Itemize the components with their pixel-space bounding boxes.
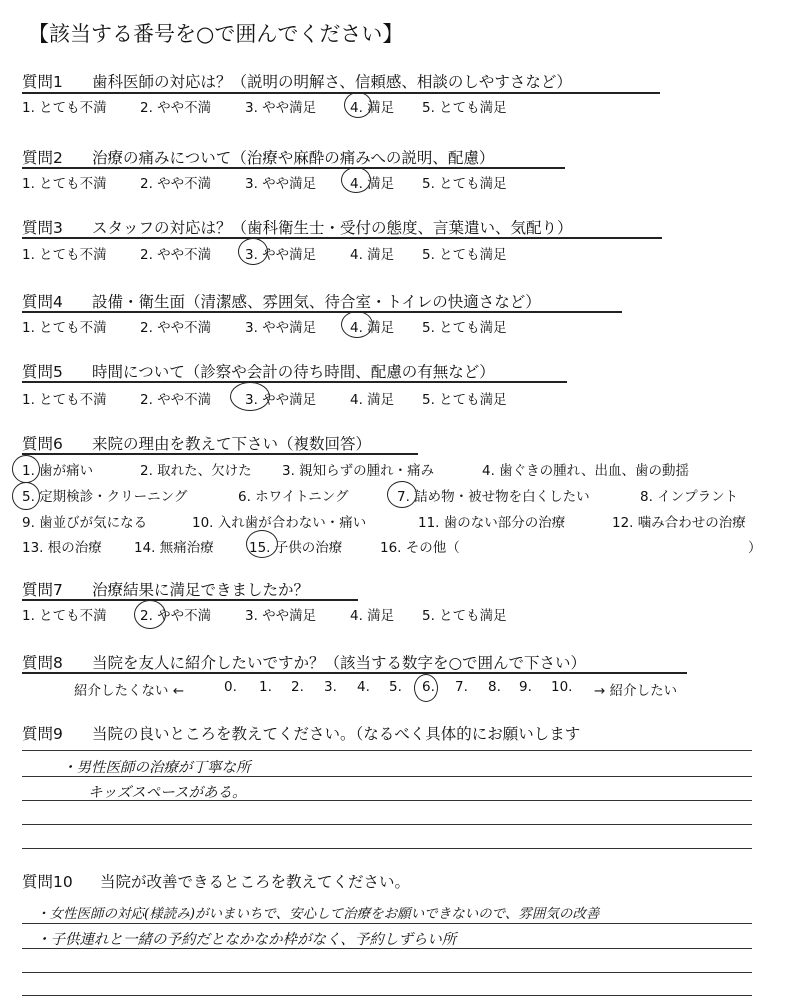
q2-underline (22, 167, 565, 169)
q6-reason13[interactable]: 13. 根の治療 (22, 540, 102, 556)
q1-opt2[interactable]: 2. やや不満 (140, 100, 212, 116)
q7-opt3[interactable]: 3. やや満足 (245, 608, 317, 624)
q8-text: 当院を友人に紹介したいですか？（該当する数字を○で囲んで下さい） (92, 654, 587, 672)
q1-answer-circle (344, 92, 372, 118)
q9-text: 当院の良いところを教えてください。（なるべく具体的にお願いします (92, 725, 581, 743)
q4-underline (22, 311, 622, 313)
q6-reason1[interactable]: 1. 歯が痛い (22, 463, 94, 479)
q8-label: 質問8 (22, 654, 63, 672)
q4-label: 質問4 (22, 293, 63, 311)
q2-text: 治療の痛みについて（治療や麻酔の痛みへの説明、配慮） (92, 149, 495, 167)
q4-answer-circle (341, 311, 373, 338)
q5-opt3[interactable]: 3. やや満足 (245, 392, 317, 408)
q8-scale-5[interactable]: 5. (389, 679, 402, 695)
q1-text: 歯科医師の対応は？（説明の明解さ、信頼感、相談のしやすさなど） (92, 73, 572, 91)
q6-circle-1 (12, 455, 40, 483)
q10-answer-2[interactable]: ・子供連れと一緒の予約だとなかなか枠がなく、予約しずらい所 (36, 932, 457, 948)
q5-text: 時間について（診察や会計の待ち時間、配慮の有無など） (92, 363, 495, 381)
q9-line-1 (22, 750, 752, 751)
q3-label: 質問3 (22, 219, 63, 237)
q9-answer-2[interactable]: キッズスペースがある。 (88, 785, 247, 801)
q2-label: 質問2 (22, 149, 63, 167)
q8-scale-9[interactable]: 9. (519, 679, 532, 695)
q9-line-4 (22, 824, 752, 825)
q9-label: 質問9 (22, 725, 63, 743)
q6-reason16[interactable]: 16. その他（ (380, 540, 460, 556)
q1-opt4[interactable]: 4. 満足 (350, 100, 395, 116)
q6-reason12[interactable]: 12. 噛み合わせの治療 (612, 515, 746, 531)
q5-opt5[interactable]: 5. とても満足 (422, 392, 507, 408)
q8-scale-6[interactable]: 6. (422, 679, 435, 695)
q9-answer-1[interactable]: ・男性医師の治療が丁寧な所 (62, 760, 251, 776)
q3-opt2[interactable]: 2. やや不満 (140, 247, 212, 263)
q7-answer-circle (134, 600, 166, 629)
q6-underline (22, 453, 418, 455)
q7-underline (22, 599, 358, 601)
q5-opt2[interactable]: 2. やや不満 (140, 392, 212, 408)
page-title: 【該当する番号を○で囲んでください】 (28, 22, 404, 46)
q2-opt3[interactable]: 3. やや満足 (245, 176, 317, 192)
q5-label: 質問5 (22, 363, 63, 381)
q10-text: 当院が改善できるところを教えてください。 (100, 873, 411, 891)
q3-opt3[interactable]: 3. やや満足 (245, 247, 317, 263)
q6-reason14[interactable]: 14. 無痛治療 (134, 540, 214, 556)
q8-scale-10[interactable]: 10. (551, 679, 573, 695)
q7-opt5[interactable]: 5. とても満足 (422, 608, 507, 624)
q8-underline (22, 672, 687, 674)
q8-scale-right: → 紹介したい (594, 683, 678, 699)
q6-reason2[interactable]: 2. 取れた、欠けた (140, 463, 252, 479)
q7-label: 質問7 (22, 581, 63, 599)
q8-scale-left: 紹介したくない ← (74, 683, 185, 699)
q2-opt2[interactable]: 2. やや不満 (140, 176, 212, 192)
q6-reason3[interactable]: 3. 親知らずの腫れ・痛み (282, 463, 435, 479)
q5-answer-circle (230, 382, 270, 411)
q6-label: 質問6 (22, 435, 63, 453)
q3-underline (22, 237, 662, 239)
q3-opt4[interactable]: 4. 満足 (350, 247, 395, 263)
q6-reason10[interactable]: 10. 入れ歯が合わない・痛い (192, 515, 367, 531)
q4-opt3[interactable]: 3. やや満足 (245, 320, 317, 336)
q9-line-5 (22, 848, 752, 849)
q4-opt2[interactable]: 2. やや不満 (140, 320, 212, 336)
q10-answer-1[interactable]: ・女性医師の対応(様読み)がいまいちで、安心して治療をお願いできないので、雰囲気の改善 (36, 906, 600, 922)
q3-answer-circle (238, 238, 268, 265)
q4-opt1[interactable]: 1. とても不満 (22, 320, 107, 336)
q5-underline (22, 381, 567, 383)
q2-answer-circle (341, 167, 371, 193)
q10-line-1 (22, 923, 752, 924)
q1-opt3[interactable]: 3. やや満足 (245, 100, 317, 116)
q6-reason6[interactable]: 6. ホワイトニング (238, 489, 349, 505)
q1-opt1[interactable]: 1. とても不満 (22, 100, 107, 116)
q2-opt5[interactable]: 5. とても満足 (422, 176, 507, 192)
q10-line-3 (22, 972, 752, 973)
q4-opt4[interactable]: 4. 満足 (350, 320, 395, 336)
q5-opt4[interactable]: 4. 満足 (350, 392, 395, 408)
q2-opt1[interactable]: 1. とても不満 (22, 176, 107, 192)
q1-opt5[interactable]: 5. とても満足 (422, 100, 507, 116)
q6-circle-5 (12, 482, 40, 510)
q8-scale-0[interactable]: 0. (224, 679, 237, 695)
q7-opt1[interactable]: 1. とても不満 (22, 608, 107, 624)
q2-opt4[interactable]: 4. 満足 (350, 176, 395, 192)
q6-reason8[interactable]: 8. インプラント (640, 489, 739, 505)
q3-opt1[interactable]: 1. とても不満 (22, 247, 107, 263)
q4-text: 設備・衛生面（清潔感、雰囲気、待合室・トイレの快適さなど） (92, 293, 541, 311)
q7-text: 治療結果に満足できましたか？ (92, 581, 310, 599)
q8-scale-8[interactable]: 8. (488, 679, 501, 695)
q8-scale-4[interactable]: 4. (357, 679, 370, 695)
q6-reason7[interactable]: 7. 詰め物・被せ物を白くしたい (397, 489, 590, 505)
q6-reason15[interactable]: 15. 子供の治療 (249, 540, 343, 556)
q1-label: 質問1 (22, 73, 63, 91)
q8-scale-7[interactable]: 7. (455, 679, 468, 695)
q3-opt5[interactable]: 5. とても満足 (422, 247, 507, 263)
q6-reason9[interactable]: 9. 歯並びが気になる (22, 515, 148, 531)
q7-opt2[interactable]: 2. やや不満 (140, 608, 212, 624)
q6-reason4[interactable]: 4. 歯ぐきの腫れ、出血、歯の動揺 (482, 463, 689, 479)
q4-opt5[interactable]: 5. とても満足 (422, 320, 507, 336)
q6-reason5[interactable]: 5. 定期検診・クリーニング (22, 489, 188, 505)
q1-underline (22, 92, 660, 94)
q8-scale-2[interactable]: 2. (291, 679, 304, 695)
q5-opt1[interactable]: 1. とても不満 (22, 392, 107, 408)
q8-scale-3[interactable]: 3. (324, 679, 337, 695)
q3-text: スタッフの対応は？（歯科衛生士・受付の態度、言葉遣い、気配り） (92, 219, 573, 237)
q10-label: 質問10 (22, 873, 73, 891)
q7-opt4[interactable]: 4. 満足 (350, 608, 395, 624)
q6-reason11[interactable]: 11. 歯のない部分の治療 (418, 515, 566, 531)
q8-scale-1[interactable]: 1. (259, 679, 272, 695)
q8-answer-circle (414, 674, 438, 702)
q6-text: 来院の理由を教えて下さい（複数回答） (92, 435, 372, 453)
q6-circle-15 (246, 530, 278, 558)
q6-circle-7 (387, 481, 417, 508)
q6-reason16-close: ） (748, 540, 762, 556)
q10-line-4 (22, 995, 752, 996)
